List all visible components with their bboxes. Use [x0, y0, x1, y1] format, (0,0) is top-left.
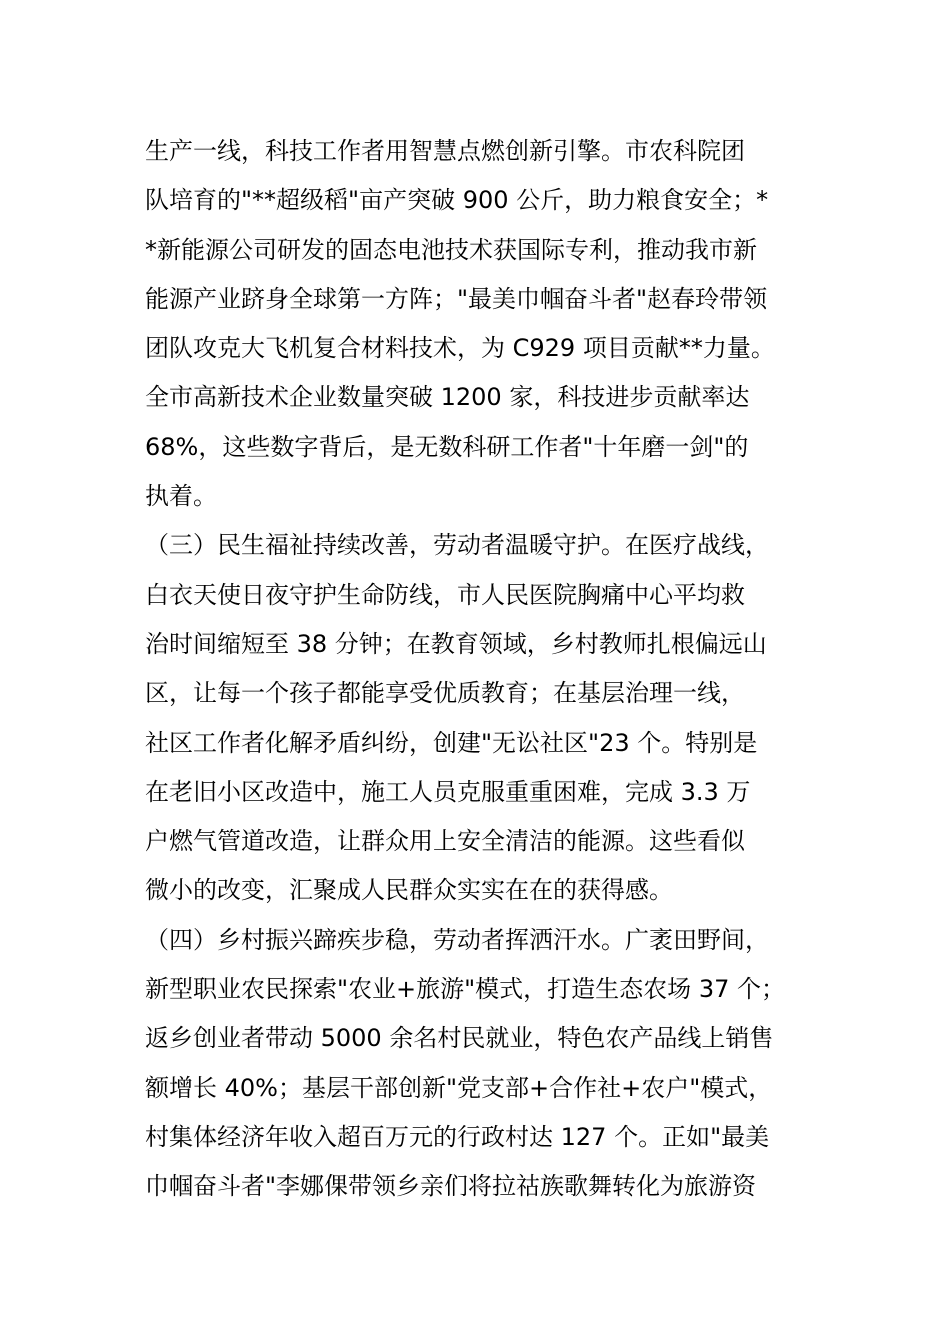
section-heading-line: （四）乡村振兴蹄疾步稳，劳动者挥洒汗水。广袤田野间， [145, 925, 769, 954]
text-line: 生产一线，科技工作者用智慧点燃创新引擎。市农科院团 [145, 137, 745, 165]
section-heading-line: （三）民生福祉持续改善，劳动者温暖守护。在医疗战线， [145, 531, 769, 560]
text-line: 额增长 40%；基层干部创新"党支部+合作社+农户"模式， [145, 1073, 773, 1102]
text-line: 执着。 [145, 482, 217, 511]
text-line: 团队攻克大飞机复合材料技术，为 C929 项目贡献**力量。 [145, 334, 775, 363]
text-line: 新型职业农民探索"农业+旅游"模式，打造生态农场 37 个； [145, 975, 785, 1004]
text-line: 68%，这些数字背后，是无数科研工作者"十年磨一剑"的 [145, 432, 749, 461]
text-line: 社区工作者化解矛盾纠纷，创建"无讼社区"23 个。特别是 [145, 728, 758, 757]
text-line: 白衣天使日夜守护生命防线，市人民医院胸痛中心平均救 [145, 580, 745, 609]
text-line: 返乡创业者带动 5000 余名村民就业，特色农产品线上销售 [145, 1024, 774, 1053]
text-line: 户燃气管道改造，让群众用上安全清洁的能源。这些看似 [145, 827, 745, 856]
text-line: 队培育的"**超级稻"亩产突破 900 公斤，助力粮食安全；* [145, 186, 769, 215]
text-line: 全市高新技术企业数量突破 1200 家，科技进步贡献率达 [145, 383, 750, 412]
text-line: 区，让每一个孩子都能享受优质教育；在基层治理一线， [145, 679, 745, 708]
document-body [145, 127, 835, 1212]
text-line: 治时间缩短至 38 分钟；在教育领域，乡村教师扎根偏远山 [145, 629, 767, 658]
text-line: 村集体经济年收入超百万元的行政村达 127 个。正如"最美 [145, 1122, 770, 1151]
text-line: 微小的改变，汇聚成人民群众实实在在的获得感。 [145, 876, 673, 905]
text-line: 巾帼奋斗者"李娜倮带领乡亲们将拉祜族歌舞转化为旅游资 [145, 1172, 757, 1201]
text-line: 能源产业跻身全球第一方阵；"最美巾帼奋斗者"赵春玲带领 [145, 284, 768, 313]
text-line: *新能源公司研发的固态电池技术获国际专利，推动我市新 [145, 235, 757, 264]
text-line: 在老旧小区改造中，施工人员克服重重困难，完成 3.3 万 [145, 777, 751, 806]
